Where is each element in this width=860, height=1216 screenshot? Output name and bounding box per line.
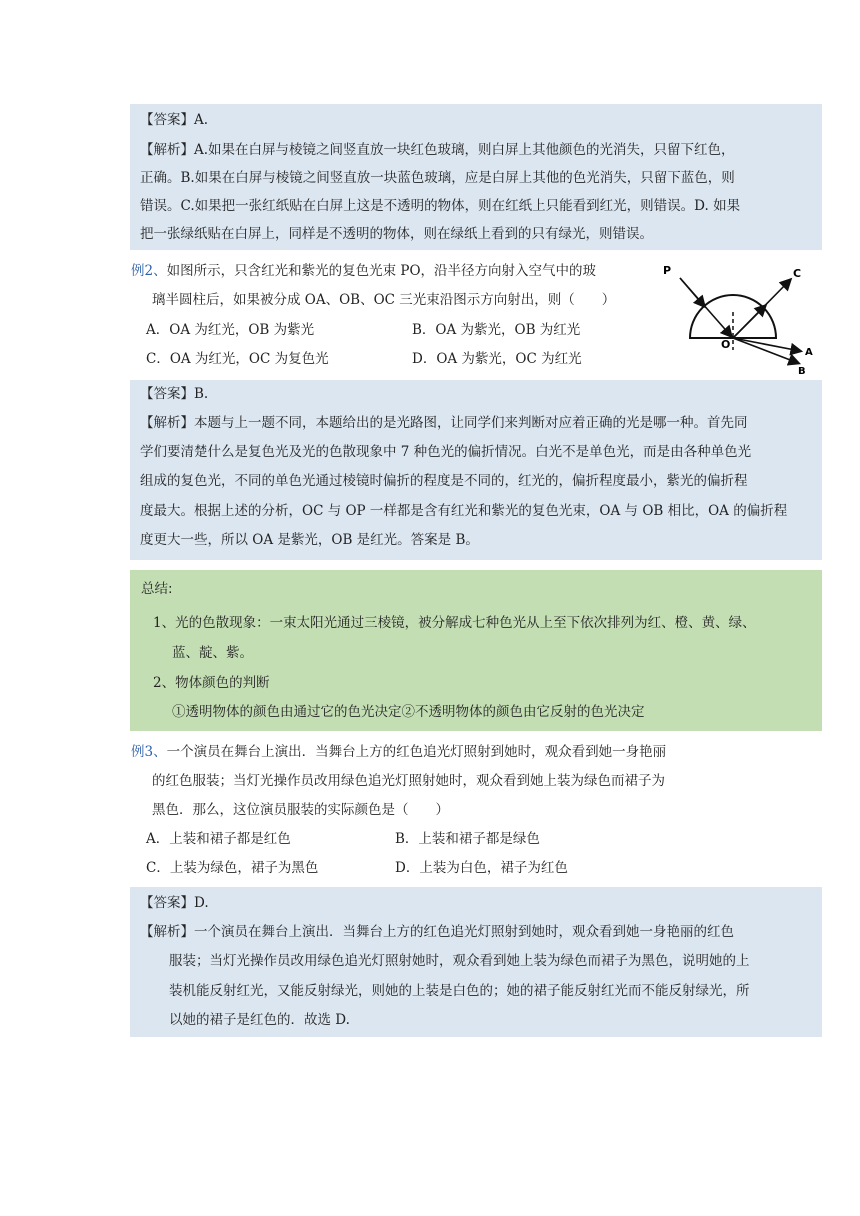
- answer-label: 【答案】A.: [140, 112, 209, 128]
- analysis-line: 学们要清楚什么是复色光及光的色散现象中 7 种色光的偏折情况。白光不是单色光，而是由各种单色光: [140, 444, 752, 460]
- example-3-stem-line-3: 黑色．那么，这位演员服装的实际颜色是（ ）: [152, 802, 449, 818]
- analysis-line: 【解析】本题与上一题不同，本题给出的是光路图，让同学们来判断对应着正确的光是哪一种。首先同: [140, 415, 748, 431]
- answer-box-2: [130, 380, 822, 560]
- summary-item-1-cont: 蓝、靛、紫。: [172, 645, 253, 661]
- summary-item-2-detail: ①透明物体的颜色由通过它的色光决定②不透明物体的颜色由它反射的色光决定: [172, 704, 645, 720]
- analysis-line: 度更大一些，所以 OA 是紫光，OB 是红光。答案是 B。: [140, 532, 479, 548]
- analysis-line: 把一张绿纸贴在白屏上，同样是不透明的物体，则在绿纸上看到的只有绿光，则错误。: [140, 226, 653, 242]
- example-number: 2、: [144, 263, 167, 279]
- option-b: B．OA 为紫光，OB 为红光: [412, 322, 581, 338]
- ray-oa: [733, 338, 800, 351]
- analysis-line: 装机能反射红光，又能反射绿光，则她的上装是白色的；她的裙子能反射红光而不能反射绿光，所: [169, 983, 750, 999]
- summary-item-2: 2、物体颜色的判断: [153, 675, 270, 691]
- analysis-line: 【解析】一个演员在舞台上演出．当舞台上方的红色追光灯照射到她时，观众看到她一身艳丽的红色: [140, 924, 734, 940]
- label-c: C: [793, 267, 802, 280]
- semicircle-glass: [690, 295, 776, 338]
- option-a: A．OA 为红光，OB 为紫光: [146, 322, 315, 338]
- example-number: 3、: [144, 744, 167, 760]
- label-b: B: [798, 366, 806, 377]
- example-stem: 如图所示，只含红光和紫光的复色光束 PO，沿半径方向射入空气中的玻: [166, 263, 597, 279]
- option-c: C．上装为绿色，裙子为黑色: [146, 860, 319, 876]
- answer-label: 【答案】D.: [140, 895, 209, 911]
- example-3-stem-line-2: 的红色服装；当灯光操作员改用绿色追光灯照射她时，观众看到她上装为绿色而裙子为: [152, 773, 665, 789]
- example-label: 例: [131, 263, 145, 279]
- summary-item-1: 1、光的色散现象：一束太阳光通过三棱镜，被分解成七种色光从上至下依次排列为红、橙、黄、绿、: [153, 615, 756, 631]
- analysis-line: 服装；当灯光操作员改用绿色追光灯照射她时，观众看到她上装为绿色而裙子为黑色，说明她的上: [169, 953, 750, 969]
- summary-title: 总结:: [141, 581, 173, 597]
- option-d: D．上装为白色，裙子为红色: [395, 860, 568, 876]
- option-c: C．OA 为红光，OC 为复色光: [146, 351, 329, 367]
- summary-box: [130, 570, 822, 731]
- example-3-stem-line-1: [131, 742, 666, 762]
- answer-box-3: [130, 887, 822, 1037]
- option-a: A．上装和裙子都是红色: [146, 831, 291, 847]
- label-a: A: [805, 347, 813, 358]
- example-2-stem-line-2: 璃半圆柱后，如果被分成 OA、OB、OC 三光束沿图示方向射出，则（ ）: [152, 292, 616, 308]
- analysis-line: 错误。C.如果把一张红纸贴在白屏上这是不透明的物体，则在红纸上只能看到红光，则错误。D. 如果: [140, 198, 741, 214]
- light-path-figure: [660, 262, 820, 377]
- option-d: D．OA 为紫光，OC 为红光: [412, 351, 582, 367]
- analysis-line: 以她的裙子是红色的．故选 D.: [169, 1012, 350, 1028]
- answer-label: 【答案】B.: [140, 386, 209, 402]
- ray-ob: [733, 338, 798, 363]
- analysis-line: 组成的复色光，不同的单色光通过棱镜时偏折的程度是不同的，红光的，偏折程度最小，紫光的偏折程: [140, 473, 748, 489]
- example-label: 例: [131, 744, 145, 760]
- example-stem: 一个演员在舞台上演出．当舞台上方的红色追光灯照射到她时，观众看到她一身艳丽: [166, 744, 667, 760]
- example-2-stem-line-1: [131, 261, 596, 281]
- answer-box-1: [130, 104, 822, 250]
- option-b: B．上装和裙子都是绿色: [395, 831, 540, 847]
- analysis-line: 【解析】A.如果在白屏与棱镜之间竖直放一块红色玻璃，则白屏上其他颜色的光消失，只留下红色，: [140, 142, 735, 158]
- label-o: O: [721, 338, 731, 351]
- analysis-line: 正确。B.如果在白屏与棱镜之间竖直放一块蓝色玻璃，应是白屏上其他的色光消失，只留下蓝色，则: [140, 170, 735, 186]
- analysis-line: 度最大。根据上述的分析，OC 与 OP 一样都是含有红光和紫光的复色光束，OA 与 OB 相比，OA 的偏折程: [140, 503, 788, 519]
- label-p: P: [663, 264, 672, 277]
